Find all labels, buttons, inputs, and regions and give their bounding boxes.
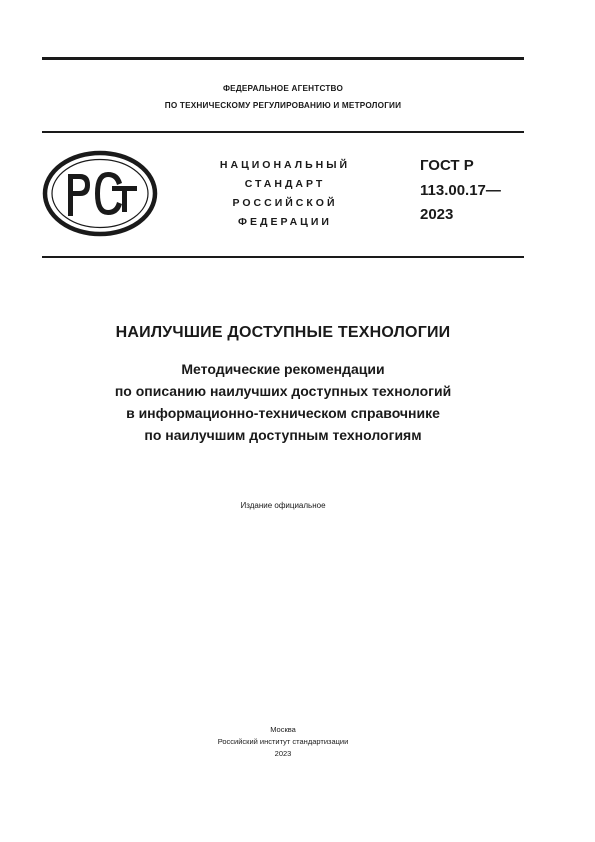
document-subtitle-line-3: в информационно-техническом справочнике — [126, 405, 440, 421]
national-standard-line-1: НАЦИОНАЛЬНЫЙ — [219, 159, 351, 171]
gost-designation-line-1: ГОСТ Р — [420, 157, 474, 174]
document-subtitle-line-1: Методические рекомендации — [181, 361, 385, 377]
publication-city: Москва — [270, 725, 296, 734]
national-standard-line-3: РОССИЙСКОЙ — [232, 197, 338, 209]
middle-rule — [42, 131, 524, 133]
edition-note: Издание официальное — [240, 501, 326, 510]
gost-designation-line-2: 113.00.17— — [420, 182, 501, 199]
national-standard-line-4: ФЕДЕРАЦИИ — [238, 216, 332, 228]
document-title: НАИЛУЧШИЕ ДОСТУПНЫЕ ТЕХНОЛОГИИ — [115, 324, 451, 341]
publisher-name: Российский институт стандартизации — [217, 737, 349, 746]
gost-r-certification-mark-icon — [42, 150, 158, 237]
publication-year: 2023 — [274, 749, 292, 758]
document-subtitle-line-4: по наилучшим доступным технологиям — [144, 427, 422, 443]
document-subtitle-line-2: по описанию наилучших доступных технологий — [114, 383, 452, 399]
agency-name-line-2: ПО ТЕХНИЧЕСКОМУ РЕГУЛИРОВАНИЮ И МЕТРОЛОГИИ — [164, 101, 402, 110]
gost-designation-line-3: 2023 — [420, 206, 454, 223]
national-standard-line-2: СТАНДАРТ — [244, 178, 326, 190]
agency-name-line-1: ФЕДЕРАЛЬНОЕ АГЕНТСТВО — [222, 84, 344, 93]
top-rule — [42, 57, 524, 60]
bottom-rule — [42, 256, 524, 258]
